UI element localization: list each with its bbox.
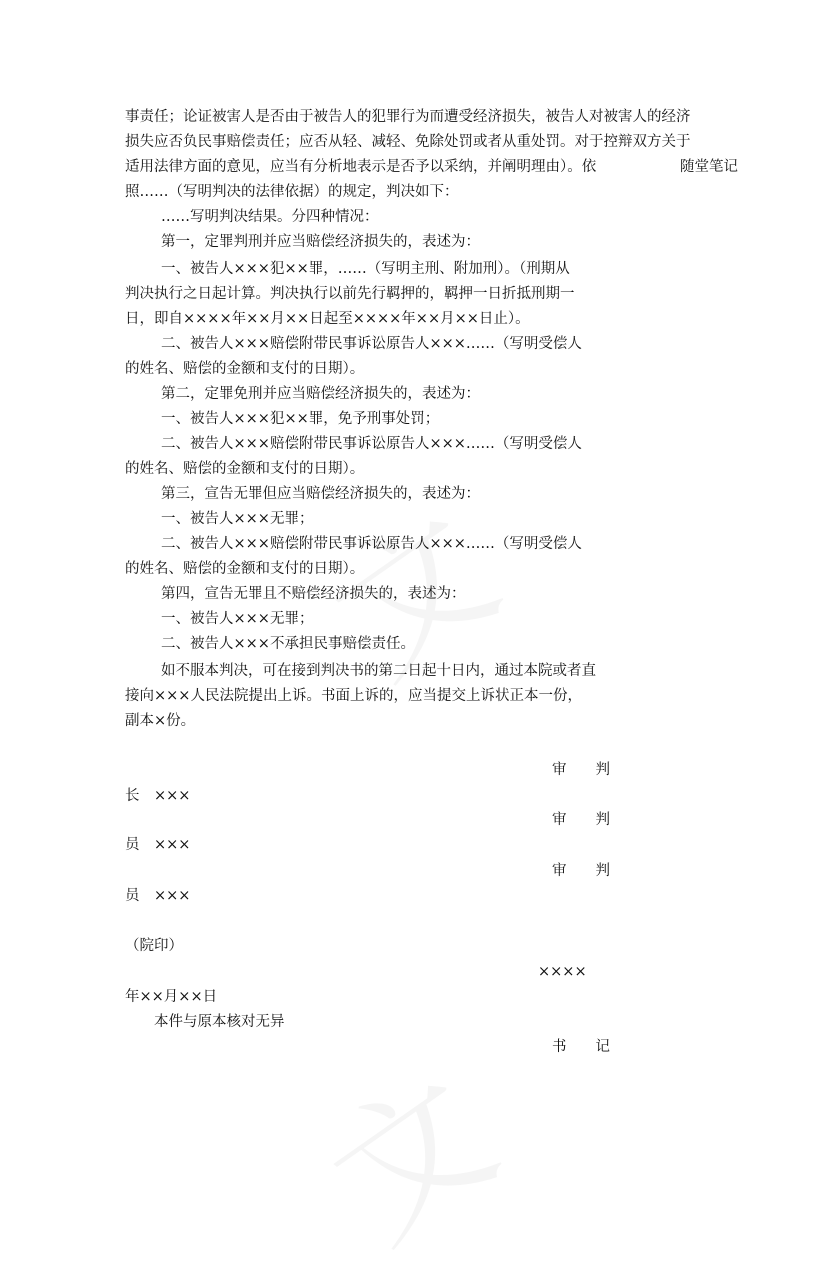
- side-note: 随堂笔记: [680, 159, 738, 175]
- court-seal-label: （院印）: [125, 938, 183, 954]
- signature-title: 审 判: [552, 863, 610, 879]
- body-line: 如不服本判决，可在接到判决书的第二日起十日内，通过本院或者直: [161, 663, 596, 679]
- body-line: 一、被告人×××犯××罪，免予刑事处罚；: [161, 411, 440, 427]
- watermark: [282, 1017, 529, 1280]
- date-line: ××××: [538, 964, 587, 980]
- body-line: 损失应否负民事赔偿责任；应否从轻、减轻、免除处罚或者从重处罚。对于控辩双方关于: [125, 134, 691, 150]
- body-line: 一、被告人×××犯××罪，……（写明主刑、附加刑）。（刑期从: [161, 261, 570, 277]
- body-line: 的姓名、赔偿的金额和支付的日期）。: [125, 561, 365, 577]
- body-line: 二、被告人×××赔偿附带民事诉讼原告人×××……（写明受偿人: [161, 536, 582, 552]
- body-line: 判决执行之日起计算。判决执行以前先行羁押的，羁押一日折抵刑期一: [125, 286, 575, 302]
- body-line: 二、被告人×××赔偿附带民事诉讼原告人×××……（写明受偿人: [161, 336, 582, 352]
- body-line: 第二，定罪免刑并应当赔偿经济损失的，表述为：: [161, 386, 480, 402]
- body-line: 照……（写明判决的法律依据）的规定，判决如下：: [125, 184, 459, 200]
- body-line: ……写明判决结果。分四种情况：: [161, 209, 379, 225]
- body-line: 日，即自××××年××月××日起至××××年××月××日止）。: [125, 311, 530, 327]
- date-line: 年××月××日: [125, 989, 218, 1005]
- signature-title: 审 判: [552, 812, 610, 828]
- signature-name: 员 ×××: [125, 888, 191, 904]
- body-line: 第四，宣告无罪且不赔偿经济损失的，表述为：: [161, 586, 466, 602]
- body-line: 二、被告人×××赔偿附带民事诉讼原告人×××……（写明受偿人: [161, 436, 582, 452]
- body-line: 二、被告人×××不承担民事赔偿责任。: [161, 636, 415, 652]
- signature-name: 长 ×××: [125, 788, 191, 804]
- body-line: 的姓名、赔偿的金额和支付的日期）。: [125, 361, 365, 377]
- body-line: 一、被告人×××无罪；: [161, 611, 314, 627]
- body-line: 事责任；论证被害人是否由于被告人的犯罪行为而遭受经济损失，被告人对被害人的经济: [125, 109, 691, 125]
- body-line: 接向×××人民法院提出上诉。书面上诉的，应当提交上诉状正本一份，: [125, 688, 582, 704]
- body-line: 副本×份。: [125, 713, 196, 729]
- body-line: 的姓名、赔偿的金额和支付的日期）。: [125, 461, 365, 477]
- clerk-title: 书 记: [552, 1039, 610, 1055]
- body-line: 一、被告人×××无罪；: [161, 511, 314, 527]
- body-line: 第一，定罪判刑并应当赔偿经济损失的，表述为：: [161, 234, 480, 250]
- verification-note: 本件与原本核对无异: [154, 1014, 285, 1030]
- signature-name: 员 ×××: [125, 837, 191, 853]
- body-line: 适用法律方面的意见，应当有分析地表示是否予以采纳，并阐明理由）。依: [125, 159, 597, 175]
- body-line: 第三，宣告无罪但应当赔偿经济损失的，表述为：: [161, 486, 480, 502]
- signature-title: 审 判: [552, 762, 610, 778]
